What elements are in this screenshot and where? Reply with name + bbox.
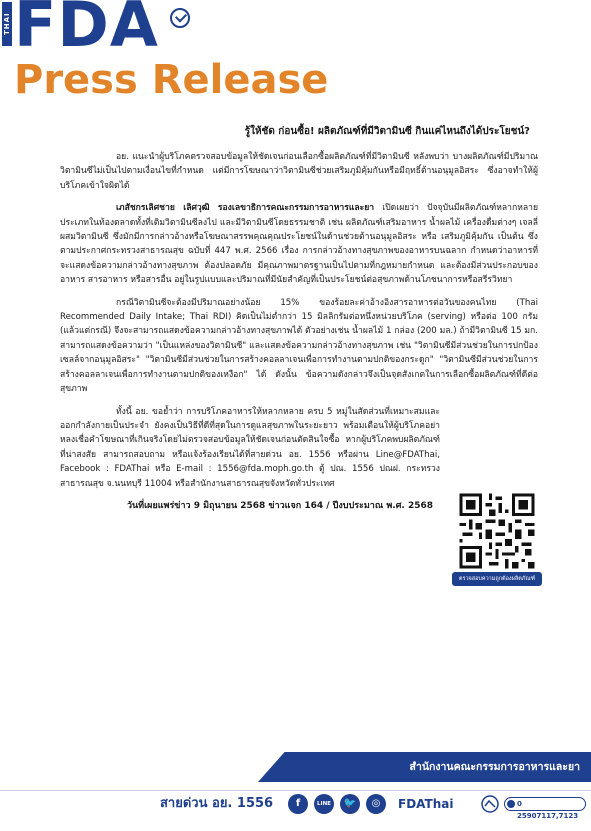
paragraph-official-statement [60,201,538,287]
article-headline: รู้ให้ชัด ก่อนซื้อ! ผลิตภัณฑ์ที่มีวิตามินซี กินแค่ไหนถึงได้ประโยชน์? [244,126,530,137]
agency-name: สำนักงานคณะกรรมการอาหารและยา [409,761,580,773]
twitter-icon[interactable]: 🐦 [340,794,360,814]
phone-number-text: 0 25907117,7123 [517,800,579,820]
official-statement-text: เปิดเผยว่า ปัจจุบันมีผลิตภัณฑ์หลากหลายประเภทในท้องตลาดทั้งที่เติมวิตามินซีลงไป และมีวิตามินซีโดยธรรมชาติ เช่น ผลิตภัณฑ์เสริมอาหาร น้ำผลไม้ เครื่องดื่มต่างๆ เจลลี่ผสมวิตามินซี ซึ่งมักมีการกล่าวอ้างหรือโฆษณาสรรพคุณคุณประโยชน์ในด้านช่วยต้านอนุมูลอิสระ หรือ เสริมภูมิคุ้มกัน เป็นต้น ซึ่งตามประกาศกระทรวงสาธารณสุข ฉบับที่ 447 พ.ศ. 2566 เรื่อง การกล่าวอ้างทางสุขภาพของอาหารบนฉลาก กำหนดว่าอาหารที่จะแสดงข้อความกล่าวอ้างทางสุขภาพ ต้องปลอดภัย มีคุณภาพมาตรฐานเป็นไปตามที่กฎหมายกำหนด และต้องมีส่วนประกอบของอาหาร สารอาหาร หรือสารอื่น อยู่ในรูปแบบและปริมาณที่มีนัยสำคัญที่เป็นประโยชน์ต่อสุขภาพด้านโภชนาการหรือสรีรวิทยา [60,203,538,286]
paragraph-advice [60,405,440,491]
instagram-icon[interactable]: ◎ [366,794,386,814]
paragraph-intro [60,150,538,193]
article-body [60,124,538,513]
phone-icon [507,800,515,808]
official-name: เภสัชกรเลิศชาย เลิศวุฒิ รองเลขาธิการคณะกรรมการอาหารและยา [116,203,375,214]
vitamin-c-criteria-text: กรณีวิตามินซีจะต้องมีปริมาณอย่างน้อย 15% ของร้อยละค่าอ้างอิงสารอาหารต่อวันของคนไทย (Thai Recommended Daily Intake; Thai RDI) คิดเป็นไม่ต่ำกว่า 15 มิลลิกรัมต่อหนึ่งหน่วยบริโภค (serving) หรือต่อ 100 กรัม (แล้วแต่กรณี) จึงจะสามารถแสดงข้อความกล่าวอ้างทางสุขภาพได้ ตัวอย่างเช่น น้ำผลไม้ 1 กล่อง (200 มล.) ถ้ามีวิตามินซี 15 มก. สามารถแสดงข้อความว่า "เป็นแหล่งของวิตามินซี" และแสดงข้อความกล่าวอ้างทางสุขภาพ เช่น "วิตามินซีมีส่วนช่วยในการปกป้องเซลล์จากอนุมูลอิสระ" "วิตามินซีมีส่วนช่วยในการสร้างคอลลาเจนเพื่อการทำงานตามปกติของกระดูก" "วิตามินซีมีส่วนช่วยในการสร้างคอลลาเจนเพื่อการทำงานตามปกติของเหงือก" ได้ ดังนั้น ข้อความดังกล่าวจึงเป็นจุดสังเกตในการเลือกซื้อผลิตภัณฑ์ที่ดีต่อสุขภาพ [60,297,538,395]
fda-logo: FDA [14,0,159,61]
facebook-icon[interactable]: f [288,794,308,814]
qr-caption: ตรวจสอบความถูกต้องผลิตภัณฑ์ [452,572,542,586]
qr-code-icon[interactable] [456,490,538,572]
phone-number[interactable] [504,797,586,820]
advice-text: ทั้งนี้ อย. ขอย้ำว่า การบริโภคอาหารให้หลากหลาย ครบ 5 หมู่ในสัดส่วนที่เหมาะสมและออกกำลังกายเป็นประจำ ยังคงเป็นวิธีที่ดีที่สุดในการดูแลสุขภาพในระยะยาว พร้อมเตือนให้ผู้บริโภคอย่าหลงเชื่อคำโฆษณาที่เกินจริงโดยไม่ตรวจสอบข้อมูลให้ชัดเจนก่อนตัดสินใจซื้อ หากผู้บริโภคพบผลิตภัณฑ์ที่น่าสงสัย สามารถสอบถาม หรือแจ้งร้องเรียนได้ที่สายด่วน อย. 1556 หรือผ่าน Line@FDAThai, Facebook : FDAThai หรือ E-mail : 1556@fda.moph.go.th ตู้ ปณ. 1556 ปณฝ. กระทรวงสาธารณสุข จ.นนทบุรี 11004 หรือสำนักงานสาธารณสุขจังหวัดทั่วประเทศ [60,406,440,489]
release-info: วันที่เผยแพร่ข่าว 9 มิถุนายน 2568 ข่าวแจก 164 / ปีงบประมาณ พ.ศ. 2568 [126,500,434,511]
hotline-label: สายด่วน อย. 1556 [160,796,274,811]
paragraph-vitamin-c-criteria [60,296,538,397]
press-release-title: Press Release [14,57,329,103]
press-header [0,0,591,110]
thai-vertical-label: THAI [2,2,12,46]
fdathai-handle: FDAThai [398,797,454,811]
paragraph-intro-text: อย. แนะนำผู้บริโภคตรวจสอบข้อมูลให้ชัดเจนก่อนเลือกซื้อผลิตภัณฑ์ที่มีวิตามินซี หลังพบว่า บางผลิตภัณฑ์มีปริมาณวิตามินซีไม่เป็นไปตามเงื่อนไขที่กำหนด แต่มีการโฆษณาว่าวิตามินซีช่วยเสริมภูมิคุ้มกันหรือมีฤทธิ์ต้านอนุมูลอิสระ ซึ่งอาจทำให้ผู้บริโภคเข้าใจผิดได้ [60,152,538,191]
fda-check-badge-icon [170,8,190,28]
footer-divider [0,790,591,791]
fda-stamp-icon [478,794,502,814]
line-icon[interactable]: LINE [314,794,334,814]
